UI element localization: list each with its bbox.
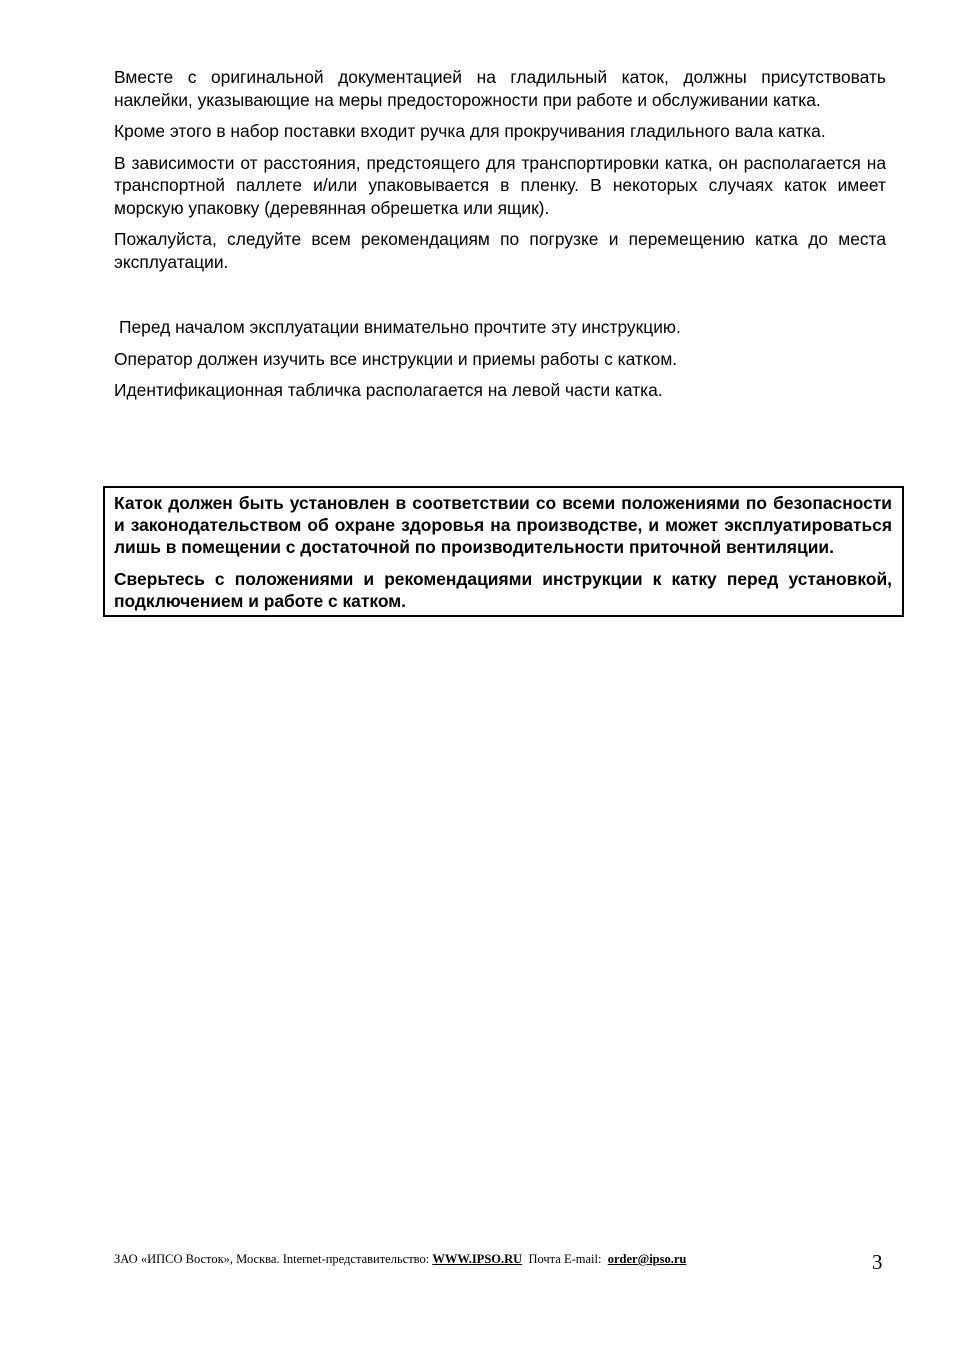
footer-email-label: Почта E-mail: <box>528 1252 602 1266</box>
operation-paragraph-id-plate: Идентификационная табличка располагается на левой части катка. <box>114 380 663 400</box>
operation-paragraph-operator: Оператор должен изучить все инструкции и приемы работы с катком. <box>114 348 678 369</box>
main-content <box>114 66 886 402</box>
intro-paragraph-loading: Пожалуйста, следуйте всем рекомендациям по погрузке и перемещению катка до места эксплуатации. <box>114 229 886 272</box>
safety-notice-box <box>103 486 904 617</box>
operation-paragraph-read-instructions: Перед началом эксплуатации внимательно прочтите эту инструкцию. <box>119 317 681 337</box>
footer-company: ЗАО «ИПСО Восток», Москва. <box>114 1252 280 1266</box>
section-spacer <box>114 273 886 316</box>
page-number: 3 <box>872 1250 883 1274</box>
page-footer <box>114 1250 888 1268</box>
intro-paragraph-handle: Кроме этого в набор поставки входит ручка для прокручивания гладильного вала катка. <box>114 121 826 141</box>
intro-paragraph-packaging: В зависимости от расстояния, предстоящего для транспортировки катка, он располагается на транспортной паллете и/или упаковывается в пленку. В некоторых случаях каток имеет морскую упаковку (деревянная обрешетка или ящик). <box>114 152 886 218</box>
notice-paragraph-installation: Каток должен быть установлен в соответствии со всеми положениями по безопасности и законодательством об охране здоровья на производстве, и может эксплуатироваться лишь в помещении с достаточной по производительности приточной вентиляции. <box>114 493 892 557</box>
notice-paragraph-check-instructions: Сверьтесь с положениями и рекомендациями инструкции к катку перед установкой, подключением и работе с катком. <box>114 569 892 611</box>
footer-website-link[interactable]: WWW.IPSO.RU <box>432 1252 523 1266</box>
intro-paragraph-documentation: Вместе с оригинальной документацией на гладильный каток, должны присутствовать наклейки, указывающие на меры предосторожности при работе и обслуживании катка. <box>114 67 886 110</box>
footer-internet-label: Internet-представительство: <box>282 1252 430 1266</box>
footer-email-link[interactable]: order@ipso.ru <box>607 1252 687 1266</box>
